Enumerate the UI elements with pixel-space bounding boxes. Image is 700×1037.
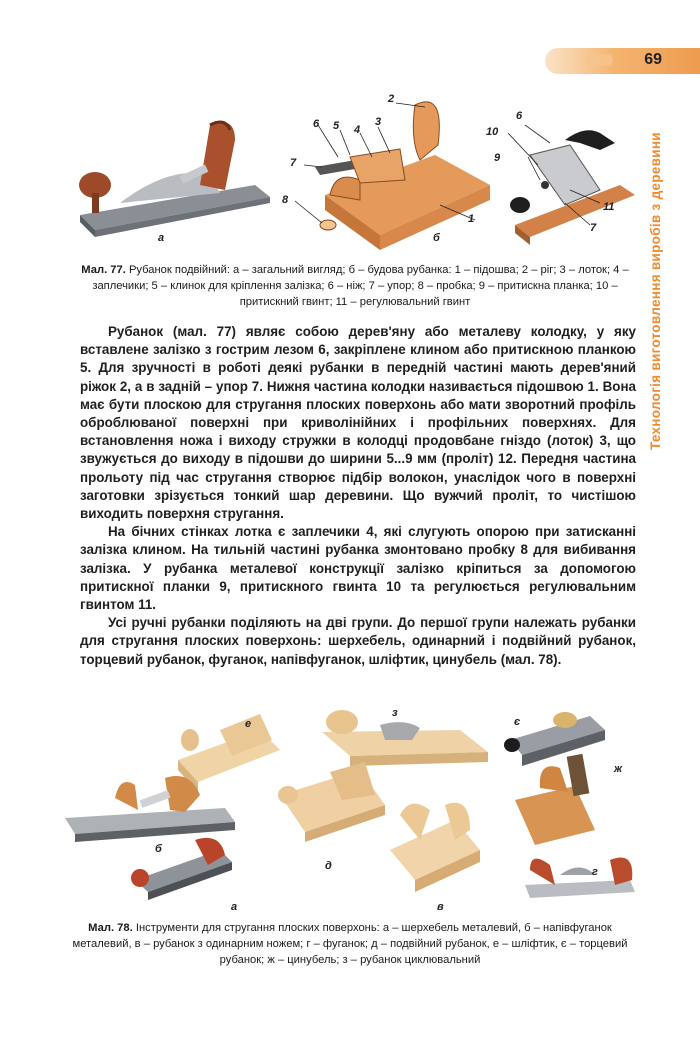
plane-b-image (65, 776, 235, 842)
wooden-plane-b-image (315, 102, 490, 250)
fig78-label-z: з (392, 707, 398, 719)
fig78-label-v: в (437, 901, 444, 913)
fig77-num-5: 5 (333, 120, 340, 132)
plane-zh-image (515, 754, 595, 845)
fig78-label-zh: ж (614, 763, 623, 775)
plane-v-image (390, 803, 480, 892)
fig77-label-b: б (433, 232, 440, 244)
metal-plane-a-image (79, 122, 270, 237)
fig78-label-a: а (231, 901, 238, 913)
fig78-label-g: г (592, 866, 598, 878)
page-number: 69 (644, 51, 662, 68)
caption-78-text: Інструменти для стругання плоских поверхонь: а – шерхебель металевий, б – напівфуганок металевий, в – рубанок з одинарним ножем; г – фуганок; д – подвійний рубанок, е – шліфтик, є – торцевий рубанок; ж – цинубель; з – рубанок циклювальний (72, 922, 628, 966)
fig77-num-3: 3 (375, 116, 382, 128)
plane-d-image (278, 762, 385, 842)
caption-77-text: Рубанок подвійний: а – загальний вигляд; б – будова рубанка: 1 – підошва; 2 – ріг; 3 – лоток; 4 – заплечики; 5 – клинок для кріплення залізка; 6 – ніж; 7 – упор; 8 – пробка; 9 – притискна планка; 10 – притискний гвинт; 11 – регулювальний гвинт (92, 264, 629, 308)
paragraph-1: Рубанок (мал. 77) являє собою дерев'яну або металеву колодку, у яку вставлене залізко з гострим лезом 6, закріплене клином або притискною планкою 5. Для зручності в роботі деякі рубанки в передній частині мають дерев'яний ріжок 2, а в задній – упор 7. Нижня частина колодки називається підошвою 1. Вона має бути плоскою для стругання плоских поверхонь або мати зворотний профіль оброблюваної поверхні при криволінійних і профільних поверхнях. Для встановлення ножа і виходу стружки в колодці продовбане гніздо (лоток) 3, що звужується до виходу в підошви до ширини 5...9 мм (проліт) 12. Передня частина прольоту під час стругання створює підбір волокон, унаслідок чого в поверхні заготовки зрізується тонкий шар деревини. Що вужчий проліт, то чистішою виходить поверхня стругання. (80, 324, 636, 522)
fig77-num-1: 1 (468, 213, 475, 225)
fig77-num-11: 11 (603, 201, 615, 213)
fig77-num-6: 6 (313, 118, 320, 130)
fig77-num-9: 9 (494, 152, 501, 164)
figure-77-illustrations (60, 85, 640, 260)
chapter-badge (585, 54, 613, 66)
figure-78-caption (60, 920, 640, 968)
fig78-label-d: д (325, 860, 332, 872)
metal-plane-b-right-image (510, 130, 635, 245)
caption-77-prefix: Мал. 77. (81, 264, 126, 276)
plane-g-image (525, 858, 635, 899)
fig77-num-7: 7 (290, 157, 297, 169)
plane-a-image (131, 838, 232, 900)
plane-z-top-image (322, 710, 488, 766)
fig77-num-10: 10 (486, 126, 499, 138)
fig77-label-a: а (158, 232, 165, 244)
fig77-num-6b: 6 (516, 110, 523, 122)
fig77-num-8: 8 (282, 194, 289, 206)
figure-77-caption (75, 262, 635, 310)
fig77-num-4: 4 (354, 124, 361, 136)
paragraph-3: Усі ручні рубанки поділяють на дві групи. До першої групи належать рубанки для стругання плоских поверхонь: шерхебель, одинарний і подвійний рубанок, торцевий рубанок, фуганок, напівфуганок, шліфтик, цинубель (мал. 78). (80, 615, 636, 667)
plane-e-image (178, 714, 280, 792)
fig78-label-e: е (245, 718, 252, 730)
paragraph-2: На бічних стінках лотка є заплечики 4, які слугують опорою при затисканні залізка клином. На тильній частині рубанка змонтовано пробку 8 для вибивання залізка. У рубанка металевої конструкції залізко кріпиться за допомогою притискної планки 9, притискного гвинта 10 та регулюється регулювальним гвинтом 11. (80, 524, 636, 613)
figure-78-illustrations (60, 700, 640, 905)
fig77-num-2: 2 (388, 93, 395, 105)
fig78-label-ye: є (514, 716, 521, 728)
page-number-tab (545, 48, 700, 74)
fig78-label-b: б (155, 843, 162, 855)
caption-78-prefix: Мал. 78. (88, 922, 133, 934)
side-chapter-title: Технологія виготовлення виробів з деревини (648, 132, 663, 450)
fig77-num-7b: 7 (590, 222, 597, 234)
body-text (80, 323, 636, 669)
